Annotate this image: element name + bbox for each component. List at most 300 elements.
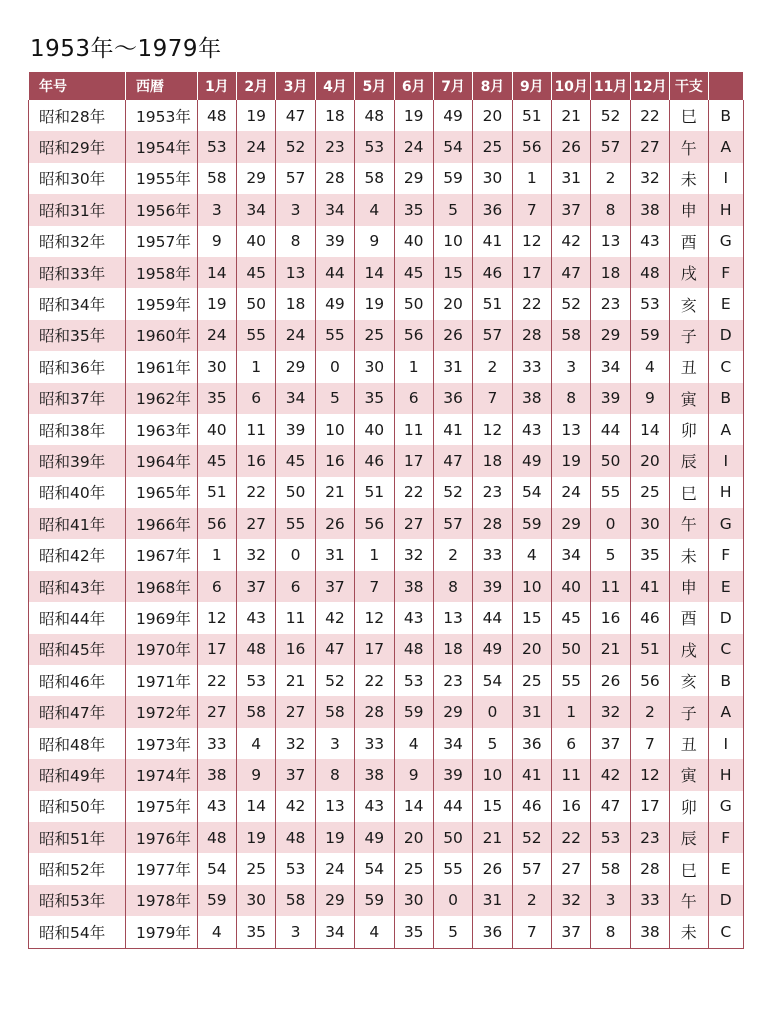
group-cell: C [708,351,744,382]
month-value-cell: 43 [630,226,669,257]
year-cell: 1979年 [125,916,197,948]
month-value-cell: 34 [591,351,630,382]
year-cell: 1967年 [125,539,197,570]
month-value-cell: 44 [433,791,472,822]
group-cell: G [708,791,744,822]
month-value-cell: 17 [630,791,669,822]
month-value-cell: 26 [591,665,630,696]
month-value-cell: 8 [433,571,472,602]
month-value-cell: 25 [512,665,551,696]
month-value-cell: 12 [197,602,236,633]
month-value-cell: 48 [630,257,669,288]
month-value-cell: 27 [237,508,276,539]
month-value-cell: 42 [276,791,315,822]
month-value-cell: 5 [433,194,472,225]
month-value-cell: 46 [512,791,551,822]
era-cell: 昭和38年 [29,414,126,445]
group-cell: E [708,853,744,884]
header-month: 10月 [552,72,591,100]
era-cell: 昭和39年 [29,445,126,476]
month-value-cell: 2 [433,539,472,570]
calendar-table [28,72,744,949]
header-kanshi: 干支 [670,72,708,100]
month-value-cell: 28 [630,853,669,884]
month-value-cell: 54 [473,665,512,696]
page-title: 1953年～1979年 [30,36,222,62]
era-cell: 昭和51年 [29,822,126,853]
header-month: 8月 [473,72,512,100]
month-value-cell: 4 [394,728,433,759]
month-value-cell: 24 [197,320,236,351]
month-value-cell: 35 [394,194,433,225]
month-value-cell: 27 [276,696,315,727]
month-value-cell: 10 [315,414,354,445]
table-row [29,539,744,570]
month-value-cell: 20 [473,100,512,131]
month-value-cell: 16 [237,445,276,476]
month-value-cell: 36 [473,194,512,225]
month-value-cell: 47 [433,445,472,476]
month-value-cell: 6 [552,728,591,759]
month-value-cell: 53 [394,665,433,696]
month-value-cell: 10 [473,759,512,790]
month-value-cell: 2 [512,885,551,916]
month-value-cell: 1 [394,351,433,382]
month-value-cell: 58 [552,320,591,351]
header-month: 1月 [197,72,236,100]
month-value-cell: 24 [394,131,433,162]
month-value-cell: 4 [237,728,276,759]
month-value-cell: 9 [355,226,394,257]
month-value-cell: 15 [433,257,472,288]
month-value-cell: 33 [630,885,669,916]
month-value-cell: 3 [197,194,236,225]
month-value-cell: 40 [237,226,276,257]
era-cell: 昭和29年 [29,131,126,162]
month-value-cell: 33 [355,728,394,759]
month-value-cell: 30 [197,351,236,382]
era-cell: 昭和48年 [29,728,126,759]
month-value-cell: 28 [315,163,354,194]
era-cell: 昭和36年 [29,351,126,382]
year-cell: 1959年 [125,288,197,319]
month-value-cell: 8 [552,383,591,414]
month-value-cell: 3 [552,351,591,382]
month-value-cell: 57 [591,131,630,162]
table-row [29,257,744,288]
table-row [29,571,744,602]
month-value-cell: 0 [473,696,512,727]
month-value-cell: 1 [512,163,551,194]
month-value-cell: 13 [315,791,354,822]
month-value-cell: 16 [591,602,630,633]
month-value-cell: 41 [630,571,669,602]
month-value-cell: 6 [237,383,276,414]
era-cell: 昭和40年 [29,477,126,508]
year-cell: 1974年 [125,759,197,790]
month-value-cell: 44 [315,257,354,288]
kanshi-cell: 酉 [670,602,708,633]
month-value-cell: 0 [433,885,472,916]
era-cell: 昭和52年 [29,853,126,884]
month-value-cell: 31 [552,163,591,194]
group-cell: G [708,508,744,539]
month-value-cell: 56 [512,131,551,162]
era-cell: 昭和34年 [29,288,126,319]
month-value-cell: 25 [473,131,512,162]
month-value-cell: 14 [630,414,669,445]
month-value-cell: 57 [276,163,315,194]
month-value-cell: 26 [315,508,354,539]
year-cell: 1958年 [125,257,197,288]
month-value-cell: 43 [197,791,236,822]
month-value-cell: 5 [591,539,630,570]
month-value-cell: 31 [315,539,354,570]
group-cell: I [708,728,744,759]
kanshi-cell: 巳 [670,853,708,884]
month-value-cell: 19 [552,445,591,476]
group-cell: D [708,320,744,351]
era-cell: 昭和42年 [29,539,126,570]
header-month: 2月 [237,72,276,100]
month-value-cell: 53 [591,822,630,853]
month-value-cell: 1 [552,696,591,727]
month-value-cell: 11 [276,602,315,633]
month-value-cell: 48 [197,100,236,131]
month-value-cell: 37 [237,571,276,602]
table-row [29,226,744,257]
month-value-cell: 9 [237,759,276,790]
era-cell: 昭和50年 [29,791,126,822]
era-cell: 昭和53年 [29,885,126,916]
group-cell: A [708,696,744,727]
month-value-cell: 54 [512,477,551,508]
month-value-cell: 8 [591,194,630,225]
month-value-cell: 4 [355,194,394,225]
month-value-cell: 40 [394,226,433,257]
month-value-cell: 46 [355,445,394,476]
year-cell: 1962年 [125,383,197,414]
kanshi-cell: 巳 [670,100,708,131]
group-cell: A [708,414,744,445]
era-cell: 昭和49年 [29,759,126,790]
month-value-cell: 48 [355,100,394,131]
table-row [29,759,744,790]
month-value-cell: 24 [276,320,315,351]
month-value-cell: 26 [473,853,512,884]
year-cell: 1978年 [125,885,197,916]
month-value-cell: 8 [315,759,354,790]
month-value-cell: 49 [512,445,551,476]
month-value-cell: 52 [276,131,315,162]
month-value-cell: 43 [355,791,394,822]
month-value-cell: 19 [315,822,354,853]
month-value-cell: 38 [394,571,433,602]
month-value-cell: 51 [355,477,394,508]
era-cell: 昭和37年 [29,383,126,414]
table-row [29,916,744,948]
month-value-cell: 25 [394,853,433,884]
month-value-cell: 13 [433,602,472,633]
month-value-cell: 38 [355,759,394,790]
month-value-cell: 57 [473,320,512,351]
month-value-cell: 32 [552,885,591,916]
month-value-cell: 35 [394,916,433,948]
month-value-cell: 14 [237,791,276,822]
month-value-cell: 20 [512,634,551,665]
table-row [29,383,744,414]
month-value-cell: 48 [276,822,315,853]
group-cell: G [708,226,744,257]
month-value-cell: 34 [552,539,591,570]
month-value-cell: 38 [512,383,551,414]
group-cell: B [708,100,744,131]
month-value-cell: 55 [433,853,472,884]
month-value-cell: 21 [591,634,630,665]
month-value-cell: 13 [552,414,591,445]
table-row [29,194,744,225]
kanshi-cell: 午 [670,885,708,916]
month-value-cell: 29 [394,163,433,194]
month-value-cell: 32 [394,539,433,570]
month-value-cell: 38 [197,759,236,790]
month-value-cell: 8 [591,916,630,948]
month-value-cell: 41 [473,226,512,257]
month-value-cell: 53 [355,131,394,162]
month-value-cell: 39 [473,571,512,602]
month-value-cell: 21 [276,665,315,696]
month-value-cell: 22 [237,477,276,508]
kanshi-cell: 未 [670,163,708,194]
month-value-cell: 18 [433,634,472,665]
month-value-cell: 45 [276,445,315,476]
month-value-cell: 35 [630,539,669,570]
month-value-cell: 50 [433,822,472,853]
month-value-cell: 42 [591,759,630,790]
kanshi-cell: 辰 [670,445,708,476]
month-value-cell: 11 [394,414,433,445]
month-value-cell: 21 [315,477,354,508]
month-value-cell: 31 [512,696,551,727]
month-value-cell: 17 [197,634,236,665]
month-value-cell: 42 [315,602,354,633]
month-value-cell: 59 [355,885,394,916]
era-cell: 昭和41年 [29,508,126,539]
month-value-cell: 29 [433,696,472,727]
month-value-cell: 55 [591,477,630,508]
month-value-cell: 18 [276,288,315,319]
table-row [29,885,744,916]
year-cell: 1963年 [125,414,197,445]
year-cell: 1977年 [125,853,197,884]
month-value-cell: 12 [630,759,669,790]
kanshi-cell: 卯 [670,791,708,822]
month-value-cell: 51 [197,477,236,508]
month-value-cell: 22 [355,665,394,696]
month-value-cell: 43 [512,414,551,445]
group-cell: H [708,194,744,225]
month-value-cell: 54 [355,853,394,884]
month-value-cell: 14 [394,791,433,822]
month-value-cell: 27 [197,696,236,727]
year-cell: 1953年 [125,100,197,131]
month-value-cell: 35 [355,383,394,414]
table-row [29,602,744,633]
group-cell: C [708,916,744,948]
month-value-cell: 6 [276,571,315,602]
year-cell: 1965年 [125,477,197,508]
month-value-cell: 57 [512,853,551,884]
era-cell: 昭和33年 [29,257,126,288]
month-value-cell: 43 [237,602,276,633]
month-value-cell: 20 [630,445,669,476]
year-cell: 1966年 [125,508,197,539]
kanshi-cell: 卯 [670,414,708,445]
month-value-cell: 56 [197,508,236,539]
table-row [29,414,744,445]
kanshi-cell: 午 [670,508,708,539]
era-cell: 昭和54年 [29,916,126,948]
month-value-cell: 54 [197,853,236,884]
month-value-cell: 26 [552,131,591,162]
month-value-cell: 9 [630,383,669,414]
month-value-cell: 0 [591,508,630,539]
table-row [29,351,744,382]
header-month: 11月 [591,72,630,100]
era-cell: 昭和47年 [29,696,126,727]
month-value-cell: 59 [433,163,472,194]
month-value-cell: 55 [276,508,315,539]
group-cell: A [708,131,744,162]
month-value-cell: 32 [237,539,276,570]
table-row [29,696,744,727]
month-value-cell: 47 [591,791,630,822]
month-value-cell: 41 [433,414,472,445]
year-cell: 1957年 [125,226,197,257]
table-row [29,163,744,194]
month-value-cell: 25 [237,853,276,884]
month-value-cell: 12 [473,414,512,445]
month-value-cell: 45 [394,257,433,288]
month-value-cell: 59 [630,320,669,351]
month-value-cell: 48 [394,634,433,665]
month-value-cell: 3 [591,885,630,916]
month-value-cell: 22 [394,477,433,508]
era-cell: 昭和31年 [29,194,126,225]
table-row [29,665,744,696]
table-row [29,100,744,131]
kanshi-cell: 酉 [670,226,708,257]
month-value-cell: 23 [315,131,354,162]
era-cell: 昭和43年 [29,571,126,602]
month-value-cell: 55 [552,665,591,696]
year-cell: 1961年 [125,351,197,382]
table-row [29,822,744,853]
month-value-cell: 19 [237,100,276,131]
header-month: 12月 [630,72,669,100]
group-cell: D [708,885,744,916]
year-cell: 1968年 [125,571,197,602]
table-row [29,853,744,884]
month-value-cell: 55 [315,320,354,351]
month-value-cell: 33 [473,539,512,570]
month-value-cell: 59 [394,696,433,727]
month-value-cell: 5 [473,728,512,759]
era-cell: 昭和35年 [29,320,126,351]
kanshi-cell: 戌 [670,257,708,288]
month-value-cell: 31 [473,885,512,916]
header-month: 7月 [433,72,472,100]
month-value-cell: 56 [630,665,669,696]
month-value-cell: 9 [394,759,433,790]
month-value-cell: 45 [197,445,236,476]
month-value-cell: 10 [512,571,551,602]
month-value-cell: 47 [552,257,591,288]
table-row [29,791,744,822]
month-value-cell: 31 [433,351,472,382]
group-cell: E [708,571,744,602]
month-value-cell: 36 [433,383,472,414]
kanshi-cell: 丑 [670,351,708,382]
month-value-cell: 20 [394,822,433,853]
month-value-cell: 28 [473,508,512,539]
month-value-cell: 6 [197,571,236,602]
month-value-cell: 29 [276,351,315,382]
month-value-cell: 44 [591,414,630,445]
month-value-cell: 7 [630,728,669,759]
month-value-cell: 1 [355,539,394,570]
month-value-cell: 36 [512,728,551,759]
month-value-cell: 0 [315,351,354,382]
year-cell: 1969年 [125,602,197,633]
month-value-cell: 29 [237,163,276,194]
month-value-cell: 18 [473,445,512,476]
month-value-cell: 3 [276,194,315,225]
month-value-cell: 34 [276,383,315,414]
group-cell: B [708,383,744,414]
era-cell: 昭和46年 [29,665,126,696]
month-value-cell: 17 [355,634,394,665]
era-cell: 昭和30年 [29,163,126,194]
header-era: 年号 [29,72,126,100]
table-row [29,477,744,508]
month-value-cell: 52 [591,100,630,131]
month-value-cell: 27 [394,508,433,539]
kanshi-cell: 戌 [670,634,708,665]
month-value-cell: 7 [473,383,512,414]
month-value-cell: 48 [237,634,276,665]
month-value-cell: 58 [197,163,236,194]
month-value-cell: 15 [473,791,512,822]
year-cell: 1960年 [125,320,197,351]
month-value-cell: 39 [433,759,472,790]
month-value-cell: 32 [276,728,315,759]
month-value-cell: 24 [237,131,276,162]
month-value-cell: 9 [197,226,236,257]
table-row [29,131,744,162]
table-row [29,728,744,759]
kanshi-cell: 申 [670,194,708,225]
month-value-cell: 56 [355,508,394,539]
month-value-cell: 32 [630,163,669,194]
month-value-cell: 11 [591,571,630,602]
year-cell: 1955年 [125,163,197,194]
month-value-cell: 47 [276,100,315,131]
header-year: 西暦 [125,72,197,100]
header-month: 4月 [315,72,354,100]
kanshi-cell: 未 [670,539,708,570]
month-value-cell: 49 [433,100,472,131]
